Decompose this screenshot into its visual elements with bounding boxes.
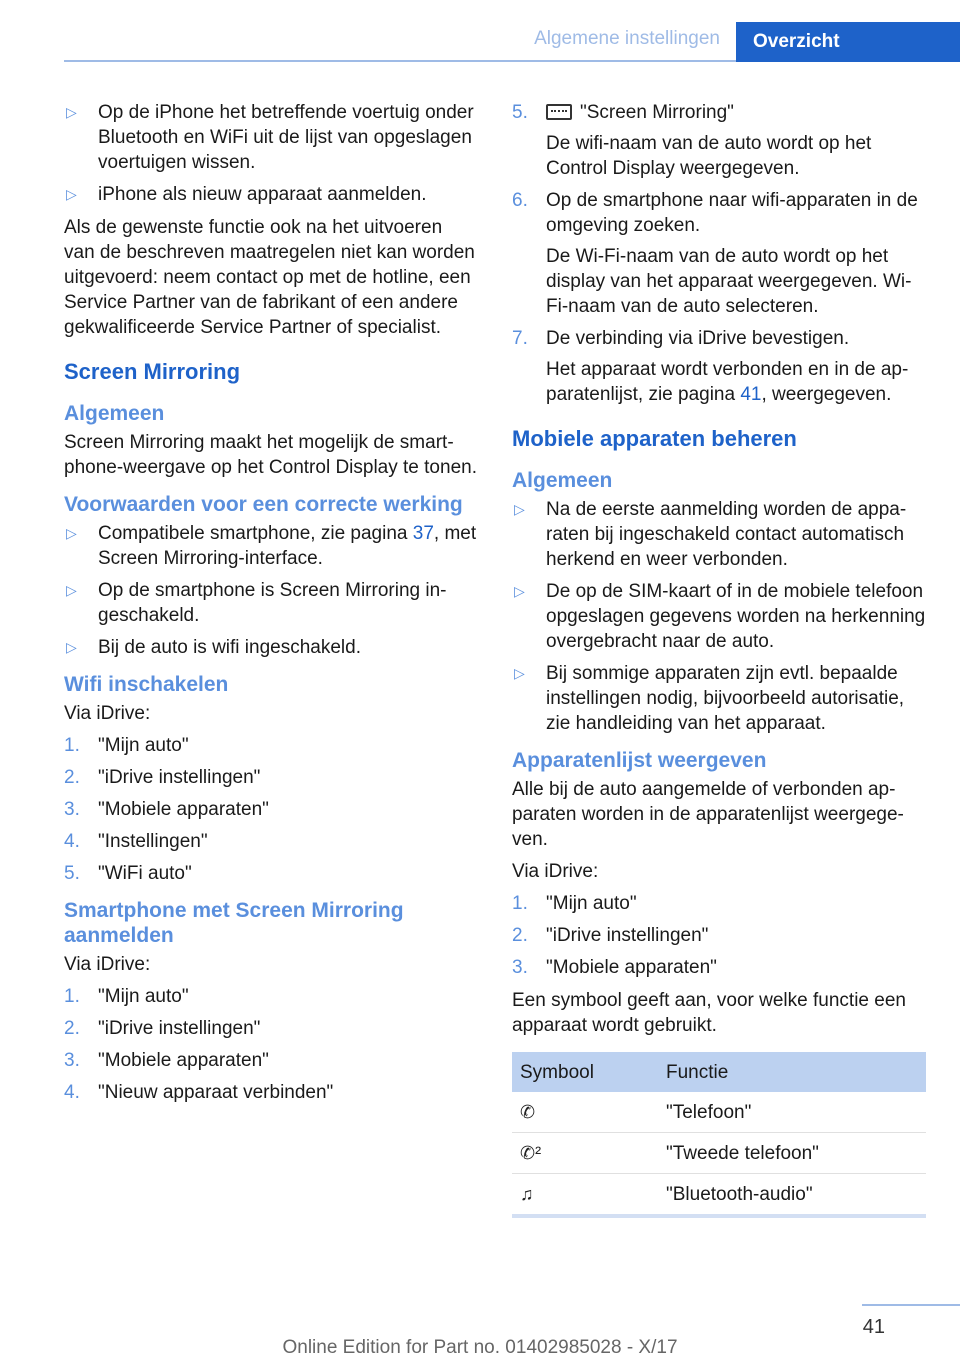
step-item: 6. Op de smartphone naar wifi-apparaten in de omgeving zoeken. De Wi-Fi-naam van de auto wordt op het display van het apparaat weergegeven. Wi-Fi-naam van de auto selecteren. bbox=[512, 188, 926, 319]
bullet-triangle-icon: ▷ bbox=[66, 186, 77, 202]
step-number: 5. bbox=[64, 863, 80, 884]
step-number: 2. bbox=[64, 1018, 80, 1039]
step-result: Het apparaat wordt verbonden en in de apparatenlijst, zie pagina 41, weergegeven. bbox=[546, 359, 909, 405]
step-number: 3. bbox=[512, 957, 528, 978]
step-result: De wifi-naam van de auto wordt op het Control Display weergegeven. bbox=[546, 133, 872, 179]
left-column bbox=[64, 100, 478, 1113]
via-idrive-text: Via iDrive: bbox=[512, 861, 599, 882]
via-idrive-text: Via iDrive: bbox=[64, 954, 151, 975]
table-row bbox=[512, 1174, 926, 1217]
bullet-triangle-icon: ▷ bbox=[514, 583, 525, 599]
step-number: 2. bbox=[512, 925, 528, 946]
step-number: 3. bbox=[64, 799, 80, 820]
list-item: ▷ Compatibele smartphone, zie pagina 37, met Screen Mirroring-interface. bbox=[66, 523, 477, 569]
step-item: 1. "Mijn auto" bbox=[512, 893, 637, 914]
step-item: 1. "Mijn auto" bbox=[64, 986, 189, 1007]
screen-mirroring-icon bbox=[546, 104, 572, 120]
list-item: ▷ Na de eerste aanmelding worden de apparaten bij ingeschakeld contact automatisch herkend en weer verbonden. bbox=[514, 499, 907, 570]
intro-paragraph: Als de gewenste functie ook na het uitvoeren van de beschreven maatregelen niet kan worden uitgevoerd: neem contact op met de hotline, een Service Partner van de fabrikant of een andere gekwalificeerde Service Partner of specialist. bbox=[64, 217, 475, 338]
bullet-triangle-icon: ▷ bbox=[66, 582, 77, 598]
list-item: ▷ Bij sommige apparaten zijn evtl. bepaalde instellingen nodig, bijvoorbeeld autorisatie, zie handleiding van het apparaat. bbox=[514, 663, 905, 734]
smartphone-steps bbox=[64, 984, 478, 1105]
table-row bbox=[512, 1133, 926, 1174]
list-item: ▷ Op de iPhone het betreffende voertuig onder Bluetooth en WiFi uit de lijst van opgeslagen voertuigen wissen. bbox=[66, 102, 474, 173]
manage-bullet-list bbox=[512, 497, 926, 736]
table-cell-function: "Bluetooth-audio" bbox=[658, 1174, 926, 1217]
via-idrive-text: Via iDrive: bbox=[64, 703, 151, 724]
list-item: ▷ iPhone als nieuw apparaat aanmelden. bbox=[66, 184, 427, 205]
heading-algemeen: Algemeen bbox=[64, 402, 165, 425]
second-phone-icon: ✆² bbox=[520, 1142, 542, 1163]
page-number: 41 bbox=[862, 1316, 885, 1338]
header-tab-overzicht[interactable]: Overzicht bbox=[736, 22, 960, 62]
table-row bbox=[512, 1092, 926, 1133]
top-bullet-list bbox=[64, 100, 478, 207]
step-number: 2. bbox=[64, 767, 80, 788]
step-item: 3. "Mobiele apparaten" bbox=[64, 799, 269, 820]
list-item: ▷ De op de SIM-kaart of in de mobiele telefoon opgeslagen gegevens worden na herkenning overgebracht naar de auto. bbox=[514, 581, 926, 652]
step-number: 5. bbox=[512, 102, 528, 123]
general-paragraph: Screen Mirroring maakt het mogelijk de smartphone-weergave op het Control Display te tonen. bbox=[64, 432, 477, 478]
bullet-triangle-icon: ▷ bbox=[514, 501, 525, 517]
bullet-triangle-icon: ▷ bbox=[66, 525, 77, 541]
symbol-paragraph: Een symbool geeft aan, voor welke functie een apparaat wordt gebruikt. bbox=[512, 990, 906, 1036]
step-number: 1. bbox=[64, 986, 80, 1007]
table-cell-function: "Telefoon" bbox=[658, 1092, 926, 1133]
device-list-paragraph: Alle bij de auto aangemelde of verbonden apparaten worden in de apparatenlijst weergegeven. bbox=[512, 779, 904, 850]
table-cell-function: "Tweede telefoon" bbox=[658, 1133, 926, 1174]
column-header-symbool: Symbool bbox=[512, 1052, 658, 1092]
step-item: 2. "iDrive instellingen" bbox=[64, 767, 261, 788]
header-rule bbox=[64, 60, 736, 62]
footer-edition: Online Edition for Part no. 01402985028 - X/17 bbox=[282, 1337, 678, 1358]
heading-smartphone: Smartphone met Screen Mirroring aanmelden bbox=[64, 899, 404, 947]
step-number: 4. bbox=[64, 831, 80, 852]
step-item: 1. "Mijn auto" bbox=[64, 735, 189, 756]
step-item: 5. "Screen Mirroring" De wifi-naam van de auto wordt op het Control Display weergegeven. bbox=[512, 100, 926, 181]
page-link-37[interactable]: 37 bbox=[412, 523, 434, 544]
bullet-triangle-icon: ▷ bbox=[66, 104, 77, 120]
heading-algemeen: Algemeen bbox=[512, 469, 613, 492]
step-number: 1. bbox=[512, 893, 528, 914]
list-item: ▷ Op de smartphone is Screen Mirroring ingeschakeld. bbox=[66, 580, 447, 626]
wifi-steps bbox=[64, 733, 478, 886]
column-header-functie: Functie bbox=[658, 1052, 926, 1092]
heading-requirements: Voorwaarden voor een correcte werking bbox=[64, 493, 463, 516]
step-number: 4. bbox=[64, 1082, 80, 1103]
step-item: 5. "WiFi auto" bbox=[64, 863, 192, 884]
heading-wifi: Wifi inschakelen bbox=[64, 673, 229, 696]
step-item: 7. De verbinding via iDrive bevestigen. Het apparaat wordt verbonden en in de apparatenlijst, zie pagina 41, weergegeven. bbox=[512, 326, 926, 407]
bullet-triangle-icon: ▷ bbox=[66, 639, 77, 655]
music-note-icon: ♫ bbox=[520, 1183, 534, 1204]
step-number: 6. bbox=[512, 190, 528, 211]
heading-device-list: Apparatenlijst weergeven bbox=[512, 749, 767, 772]
page-header bbox=[0, 22, 960, 62]
step-item: 3. "Mobiele apparaten" bbox=[64, 1050, 269, 1071]
bullet-triangle-icon: ▷ bbox=[514, 665, 525, 681]
phone-icon: ✆ bbox=[520, 1101, 536, 1122]
step-item: 3. "Mobiele apparaten" bbox=[512, 957, 717, 978]
step-item: 2. "iDrive instellingen" bbox=[64, 1018, 261, 1039]
step-item: 2. "iDrive instellingen" bbox=[512, 925, 709, 946]
heading-manage-devices: Mobiele apparaten beheren bbox=[512, 426, 797, 451]
right-column bbox=[512, 100, 926, 1218]
step-result: De Wi-Fi-naam van de auto wordt op het display van het apparaat weergegeven. Wi-Fi-naam van de auto selecteren. bbox=[546, 246, 912, 317]
step-number: 3. bbox=[64, 1050, 80, 1071]
heading-screen-mirroring: Screen Mirroring bbox=[64, 359, 241, 384]
header-section-title: Algemene instellingen bbox=[534, 28, 720, 49]
step-number: 1. bbox=[64, 735, 80, 756]
page-number-rule bbox=[862, 1304, 960, 1306]
table-header-row bbox=[512, 1052, 926, 1092]
page-link-41[interactable]: 41 bbox=[740, 384, 762, 405]
requirements-list bbox=[64, 521, 478, 660]
symbol-table bbox=[512, 1052, 926, 1218]
list-item: ▷ Bij de auto is wifi ingeschakeld. bbox=[66, 637, 361, 658]
step-item: 4. "Nieuw apparaat verbinden" bbox=[64, 1082, 334, 1103]
step-item: 4. "Instellingen" bbox=[64, 831, 208, 852]
device-list-steps bbox=[512, 891, 926, 980]
smartphone-steps-continued bbox=[512, 100, 926, 407]
step-number: 7. bbox=[512, 328, 528, 349]
